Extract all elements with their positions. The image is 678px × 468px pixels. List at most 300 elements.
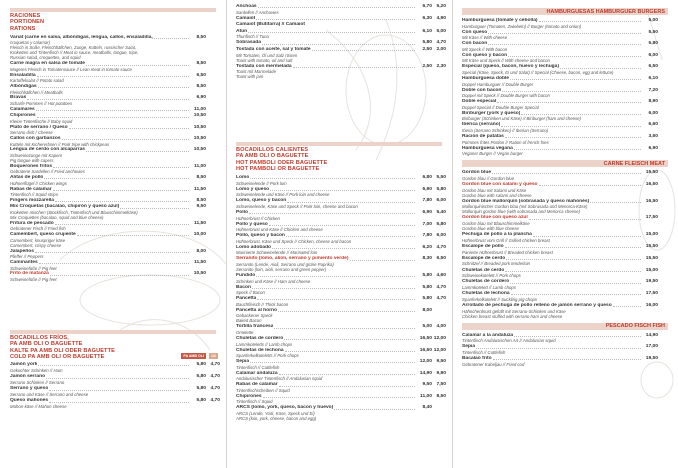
menu-item-name: Con bacon [462, 41, 488, 47]
menu-item-price: 10,00 [193, 232, 206, 238]
menu-item-price: 10,50 [193, 271, 206, 277]
menu-item-price-half: 5,20 [436, 4, 446, 9]
menu-item-description: Scharfe Pommes // Hot potatoes [10, 101, 73, 107]
menu-item-name: Sepia [462, 344, 476, 350]
menu-item [462, 182, 672, 198]
menu-item [462, 232, 672, 243]
menu-item-description: Andalusischer Tintenfisch // Andalusian squid [236, 376, 323, 382]
menu-item [236, 382, 446, 393]
menu-item-price: 6,50 [196, 72, 206, 78]
menu-item-row [236, 40, 446, 46]
menu-item-name: Hamburguesa (tomate y cebolla) [462, 18, 538, 23]
dot-leader [27, 99, 189, 100]
menu-item [236, 296, 446, 307]
dot-leader [560, 68, 641, 69]
section-header-bar [10, 8, 216, 12]
menu-item-name: Tortilla francesa [236, 324, 274, 330]
menu-item [10, 84, 220, 95]
section-header-line: RATIONS [10, 25, 36, 32]
menu-item-description: Panierte Hühnerbrust // Breaded chicken breast [462, 249, 553, 255]
menu-item-name: Escalope de cerdo [462, 255, 506, 261]
dot-leader [250, 362, 415, 363]
menu-item-price: 6,10 [422, 28, 432, 34]
dot-leader [256, 276, 415, 277]
menu-item-description: Schweinelende // Pork loin [236, 180, 287, 186]
menu-item [10, 260, 220, 271]
dot-leader [120, 208, 189, 209]
dot-leader [278, 311, 415, 312]
menu-item-description: Camembert, knuspriger käse [10, 237, 66, 243]
dot-leader [272, 248, 415, 249]
menu-item-name: Camaiot [236, 15, 256, 21]
menu-item-description: Fleischbällchen // Meatballs [10, 89, 63, 95]
menu-item-description: Baked Bacon [236, 318, 262, 324]
menu-item [236, 285, 446, 296]
menu-item-price: 10,50 [193, 124, 206, 130]
menu-item-name: Biriburger (york y queso) [462, 110, 521, 116]
section-header-line: HOT PAMBOLI ODER BAGUETTE [236, 159, 328, 166]
menu-item-price: 10,50 [193, 136, 206, 142]
menu-item-description: Toast mit Marmelade [236, 69, 276, 75]
menu-item-name: Jamón serrano [10, 374, 46, 380]
menu-item-description: Kroketten mischen (Stockfisch, Tintenfisch und Blauschimmelkäse) [10, 209, 138, 215]
menu-item-description: Kartoffelsalat // Potato salad [10, 78, 64, 84]
menu-item-name: Doble especial [462, 99, 497, 105]
menu-item-description: croquetas y calamar) [10, 40, 51, 46]
menu-item-price: 5,80 [196, 362, 206, 368]
menu-item-price: 8,40 [422, 405, 432, 411]
menu-item-name: Caminantes [10, 259, 38, 265]
menu-item-description: Mit Käse // With cheese [462, 35, 508, 41]
menu-item-price: 9,50 [196, 204, 206, 210]
menu-item [10, 249, 220, 260]
menu-item-price-half: 9,90 [436, 370, 446, 376]
menu-item [236, 187, 446, 198]
section-header-line: PA AMB OLI O BAGUETTE [10, 341, 83, 348]
dot-leader [533, 236, 641, 237]
dot-leader [38, 87, 189, 88]
menu-item [462, 146, 672, 157]
menu-item-name: Calamar andaluza [236, 370, 278, 376]
menu-item [236, 47, 446, 63]
dot-leader [37, 117, 189, 118]
dot-leader [252, 288, 415, 289]
menu-item-description: Hühnerflügel // Chicken wings [10, 180, 67, 186]
dot-leader [508, 56, 641, 57]
menu-item-price-half: 4,70 [210, 362, 220, 368]
menu-item-name: Fingers mozzarella [10, 197, 55, 203]
menu-item-description: ARCS (loin, york, cheese, bacon and egg) [236, 416, 317, 422]
menu-item-name: Jalapeños [10, 248, 34, 254]
menu-item-price-half: 2,00 [436, 46, 446, 52]
menu-item-price-half: 7,50 [436, 382, 446, 388]
menu-item-description: Fleisch in Soße, Fleischbällchen, Zunge, Kutteln, russischer Salat, [10, 45, 137, 51]
menu-item-price: 16,00 [645, 302, 658, 308]
menu-item [10, 221, 220, 232]
menu-item-price: 6,50 [648, 64, 658, 70]
menu-item-name: ARCS (lomo, york, queso, bacon y huevo) [236, 405, 334, 411]
menu-item-price: 6,90 [196, 95, 206, 101]
menu-item-description: Serrano und Käse // Serrano and cheese [10, 391, 89, 397]
section-header-text: HAMBURGUESAS HAMBURGUER BURGERS [546, 8, 665, 15]
menu-item [10, 107, 220, 113]
menu-item-price: 9,50 [422, 382, 432, 388]
dot-leader [46, 378, 189, 379]
section-header-line: KALTE PA AMB OLI ODER BAGUETTE [10, 347, 115, 354]
dot-leader [62, 139, 189, 140]
menu-item-name: Gordon blue con salami y queso [462, 181, 538, 187]
dot-leader [505, 271, 641, 272]
dot-leader [476, 348, 641, 349]
menu-item-price: 6,90 [422, 186, 432, 192]
menu-item-description: Mit Käse und Speck // With cheese and bacon [462, 58, 550, 64]
dot-leader [350, 260, 415, 261]
dot-leader [312, 50, 415, 51]
dot-leader [249, 213, 415, 214]
menu-item [10, 61, 220, 72]
menu-item [462, 268, 672, 279]
menu-item-name: Lomo, queso y bacon [236, 198, 287, 204]
menu-item-price: 3,50 [648, 133, 658, 139]
dot-leader [539, 21, 641, 22]
menu-item [236, 29, 446, 40]
menu-item-name: Lomo y queso [236, 186, 270, 192]
menu-item-price: 15,50 [645, 170, 658, 176]
menu-item-price-half: 4,70 [436, 40, 446, 46]
menu-item-price: 8,50 [196, 197, 206, 203]
section-header-bar [462, 323, 668, 330]
menu-item-description: Mahon-käse // Mahon cheese [10, 404, 67, 410]
menu-item-price-half: 6,00 [436, 198, 446, 204]
menu-item-price: 8,50 [196, 84, 206, 90]
menu-item [236, 198, 446, 209]
menu-item-price: 15,00 [645, 232, 658, 238]
menu-item-price-half: 5,50 [436, 175, 446, 181]
menu-item-price: 5,80 [196, 386, 206, 392]
menu-item-name: Con queso y bacon [462, 52, 508, 58]
dot-leader [334, 409, 415, 410]
menu-item-name: Plato de serrano / Queso [10, 124, 68, 130]
menu-item-price: 11,50 [194, 259, 206, 265]
section-header-line: COLD PA AMB OLI OR BAGUETTE [10, 353, 105, 360]
menu-item-description: Mix Croquettes (bacalao, squid and blue cheese) [10, 214, 104, 220]
menu-item-name: Sepia [236, 359, 250, 365]
price-tag: 1/2 [211, 354, 216, 359]
dot-leader [274, 328, 415, 329]
menu-item-price: 5,80 [422, 296, 432, 302]
dot-leader [77, 235, 189, 236]
menu-item-description: Thunfisch // Tuna [236, 34, 269, 40]
menu-column-1 [0, 0, 227, 468]
menu-item [462, 76, 672, 87]
menu-item-description: Gebackener Speck [236, 313, 273, 319]
menu-item-name: Camaiot (Butifarra) // Camaiot [236, 22, 306, 28]
menu-item [10, 398, 220, 409]
menu-item [462, 64, 672, 75]
dot-leader [258, 7, 415, 8]
menu-item-price: 7,80 [422, 233, 432, 239]
menu-item-name: Pancetta [236, 296, 257, 302]
menu-item-description: Mallorquinischer Gordon blau (mit Sobrasada und Menorca-Käse) [462, 204, 588, 210]
menu-item-description: Schweinekotelett // Pork chops [462, 273, 521, 279]
section-header-bar [236, 142, 442, 146]
menu-item [236, 359, 446, 370]
menu-item-price: 8,30 [422, 256, 432, 262]
menu-item-price: 8,00 [196, 248, 206, 254]
menu-item-price: 5,80 [648, 41, 658, 47]
dot-leader [39, 263, 189, 264]
menu-item-name: Arrollado de pechuga de pollo relleno de jamón serrano y queso [462, 302, 612, 308]
dot-leader [505, 247, 641, 248]
menu-item [10, 136, 220, 147]
menu-item-description: Hamburguer (Tomaten, Zwiebeln) // Burger (tomato and onion) [462, 23, 582, 29]
menu-item-price: 6,20 [422, 244, 432, 250]
menu-item-name: Chipirones [10, 113, 36, 119]
menu-item [462, 53, 672, 64]
dot-leader [613, 306, 641, 307]
menu-item [236, 222, 446, 233]
menu-item-price: 5,80 [422, 272, 432, 278]
menu-item-name: Chuletas de cordero [236, 335, 284, 341]
menu-item-name: Doble con bacon [462, 87, 502, 93]
menu-item-name: Chipirones [236, 393, 262, 399]
dot-leader [263, 397, 415, 398]
menu-item [462, 88, 672, 99]
menu-item-price-half: 4,70 [436, 284, 446, 290]
menu-item-description: Doppel Special // Double Burger Special [462, 104, 539, 110]
menu-item-description: Chicken breast stuffed with serrano ham and cheese [462, 313, 563, 319]
menu-item-price: 5,00 [648, 18, 658, 23]
dot-leader [269, 225, 415, 226]
menu-item-name: Mix Croquetas (bacalao, chipirón y queso azul) [10, 204, 120, 210]
menu-item-price: 15,50 [645, 255, 658, 261]
menu-item [10, 113, 220, 124]
menu-item-price: 11,50 [194, 220, 206, 226]
menu-item-description: Hühnerbrust, Käse und Speck // Chicken, cheese and bacon [236, 238, 352, 244]
menu-item-name: Serranito (lomo, alioli, serrano y pimiento verde) [236, 256, 349, 262]
menu-item-description: Gordon blau mit Salami und Käse [462, 187, 527, 193]
menu-item-description: Serrano Schinken // Serrano [10, 379, 65, 385]
menu-item [236, 22, 446, 28]
section-header [462, 8, 668, 15]
menu-item-name: Fundido [236, 272, 256, 278]
menu-item [10, 175, 220, 186]
menu-item-name: Albóndigas [10, 84, 37, 90]
menu-item-description: Omelette [236, 329, 254, 335]
menu-item-description: Mit Tomaten, Öl und Salz rösten [236, 52, 298, 58]
menu-item-name: Alitas de pollo [10, 175, 44, 181]
price-tag: PA AMB OLI [183, 354, 204, 359]
menu-item-description: Schinken und Käse // Ham and cheese [236, 278, 311, 284]
menu-item-price: 5,80 [196, 374, 206, 380]
dot-leader [279, 386, 415, 387]
menu-item-name: Ibérica (serrano) [462, 122, 501, 128]
section-header-line: PORTIONEN [10, 19, 45, 26]
menu-item-name: Tostada con mermelada [236, 63, 292, 69]
menu-item-price-half: 5,80 [436, 186, 446, 192]
menu-item-row [236, 16, 446, 22]
section-header [462, 323, 668, 330]
menu-item [236, 256, 446, 272]
menu-item [10, 386, 220, 397]
menu-item-name: Camembert, queso crujiente [10, 232, 76, 238]
menu-item-name: Chuletas de lechona [236, 347, 284, 353]
menu-item-description: Kutteln mit Kichererbsen // Pork tripe with chickpeas [10, 141, 110, 147]
menu-item-price: 17,00 [645, 344, 658, 350]
dot-leader [257, 299, 415, 300]
dot-leader [492, 173, 641, 174]
dot-leader [501, 126, 641, 127]
menu-item-name: Pechuga de pollo a la plancha [462, 232, 532, 238]
menu-item-description: Spanferkelkoteletts // Pork chops [236, 353, 299, 359]
section-header-bar [462, 160, 668, 167]
menu-item [10, 232, 220, 248]
menu-item-description: Biriburger (Schinken und Käse) // Biriburger (ham and cheese) [462, 116, 581, 122]
menu-item [10, 73, 220, 84]
menu-item-description: Gordon blue with blue cheese [462, 226, 519, 232]
menu-item-price: 15,50 [645, 244, 658, 250]
menu-item-price: 8,50 [196, 175, 206, 181]
menu-item-description: Tintenfischscheiben // Squid [236, 387, 290, 393]
menu-item-price: 11,00 [420, 393, 432, 399]
menu-item-description: Gordon blue with salami and cheese [462, 192, 532, 198]
menu-item-price: 6,00 [648, 52, 658, 58]
dot-leader [86, 151, 189, 152]
menu-item-price: 8,50 [196, 61, 206, 67]
menu-item [10, 362, 220, 373]
menu-item-price: 8,00 [422, 307, 432, 313]
menu-item-name: Pollo [236, 209, 248, 215]
dot-leader [262, 44, 415, 45]
dot-leader [511, 294, 641, 295]
menu-item-price: 16,50 [419, 335, 432, 341]
menu-item-name: Bravas [10, 95, 27, 101]
dot-leader [36, 110, 189, 111]
menu-item-price: 2,50 [422, 46, 432, 52]
dot-leader [53, 190, 189, 191]
menu-item [10, 204, 220, 220]
menu-item-name: Chuletas de cordero [462, 279, 510, 285]
menu-item-price-half: 9,50 [436, 359, 446, 365]
menu-item-description: Sardellen // Anchovies [236, 9, 279, 15]
section-header-bar [462, 8, 668, 15]
dot-leader [293, 67, 415, 68]
menu-item-price: 5,80 [196, 398, 206, 404]
menu-item-name: Callos con garbanzos [10, 136, 61, 142]
section-header-bar [10, 330, 216, 334]
dot-leader [35, 252, 189, 253]
menu-item-price: 17,50 [645, 215, 658, 221]
menu-item [10, 164, 220, 175]
menu-item [10, 95, 220, 106]
menu-item-description: Tintenfisch Andalusischen Art // Andalusian squid [462, 338, 556, 344]
menu-item-name: Calamar a la andaluza [462, 332, 514, 338]
menu-item-price: 7,00 [422, 221, 432, 227]
menu-item-description: Hühnerbrust // Chicken [236, 215, 280, 221]
dot-leader [86, 65, 189, 66]
menu-item-price-half: 5,40 [436, 209, 446, 215]
menu-item-name: Atún [236, 28, 248, 34]
menu-item-description: Schweinezunge mit Kapern [10, 153, 63, 158]
menu-item-price-half: 4,70 [210, 386, 220, 392]
dot-leader [50, 275, 189, 276]
menu-item-description: Gebratener Fisch // Fried fish [10, 226, 66, 232]
dot-leader [590, 202, 641, 203]
menu-item [236, 348, 446, 359]
menu-item-description: Pommes frites Portion // Ration of french fries [462, 139, 549, 145]
menu-item-description: Speck // Bacon [236, 290, 265, 296]
menu-item [236, 308, 446, 324]
menu-item [236, 40, 446, 46]
menu-item [462, 18, 672, 29]
menu-item-description: Toast with jam [236, 74, 264, 80]
dot-leader [248, 32, 415, 33]
menu-item-description: Gordon blau // Gordon blue [462, 175, 515, 181]
section-header-text: CARNE FLEISCH MEAT [603, 160, 665, 167]
dot-leader [510, 79, 641, 80]
dot-leader [539, 185, 641, 186]
menu-item-price: 6,70 [422, 4, 432, 9]
dot-leader [488, 44, 641, 45]
dot-leader [514, 336, 641, 337]
menu-item-name: Jamón york [10, 362, 38, 368]
dot-leader [53, 167, 189, 168]
menu-item [462, 279, 672, 290]
menu-item-description: Serranito (Lende, Aioli, Serrano und grüne Paprika) [236, 261, 334, 267]
menu-item-description: Serrano dish / Cheese [10, 130, 53, 136]
menu-item [236, 336, 446, 347]
menu-item-price: 11,00 [194, 106, 206, 112]
dot-leader [69, 128, 189, 129]
menu-item-price: 5,80 [422, 284, 432, 290]
menu-item-description: Kleine Tintenfische // Baby squid [10, 118, 73, 124]
menu-item-price-half: 8,50 [436, 393, 446, 399]
dot-leader [270, 190, 415, 191]
section-header [236, 142, 442, 172]
dot-leader [37, 76, 189, 77]
menu-item-price: 19,50 [645, 356, 658, 362]
menu-item-price: 8,50 [196, 34, 206, 40]
menu-item [462, 291, 672, 302]
menu-item [10, 125, 220, 136]
menu-item-name: Serrano y queso [10, 386, 49, 392]
section-header-line: HOT PAMBOLI OR BAGUETTE [236, 165, 320, 172]
menu-item-name: Variat (carne en salsa, albóndigas, lengua, callos, ensaladilla, [10, 34, 153, 40]
menu-item-description: Tintenfisch // Cuttlefish [236, 364, 280, 370]
menu-item [462, 30, 672, 41]
menu-item-price: 5,80 [422, 40, 432, 46]
menu-item-name: Frito de matanza [10, 271, 49, 277]
menu-item-row [236, 22, 446, 28]
menu-item-description: Tintenfisch // Squid [236, 399, 273, 405]
menu-item-name: Tostada con aceite, sal y tomate [236, 46, 311, 52]
menu-item-name: Lengua de cerdo con alcaparras [10, 147, 86, 153]
menu-item-description: Marinierte Schweinelende // Marinated loin [236, 250, 318, 256]
menu-item-price-half: 4,00 [436, 324, 446, 330]
dot-leader [55, 224, 189, 225]
menu-item [462, 215, 672, 231]
menu-item-description: Schweinefüße // Pig feet [10, 276, 57, 282]
menu-item-name: Rabas de calamar [236, 382, 278, 388]
menu-item-price-half: 4,70 [436, 244, 446, 250]
menu-item-description: Special (Käse, Speck, Ei und Salat) // Special (Cheese, bacon, egg and lettuce) [462, 69, 614, 75]
menu-item-price-half: 2,30 [436, 63, 446, 69]
menu-item-description: Gebratene Sardellen // Fried anchovies [10, 169, 85, 175]
menu-item-name: Pollo, queso y bacon [236, 233, 285, 239]
menu-item [462, 199, 672, 215]
menu-item-price: 6,60 [648, 122, 658, 128]
section-header-line: BOCADILLOS FRÍOS, [10, 335, 69, 341]
